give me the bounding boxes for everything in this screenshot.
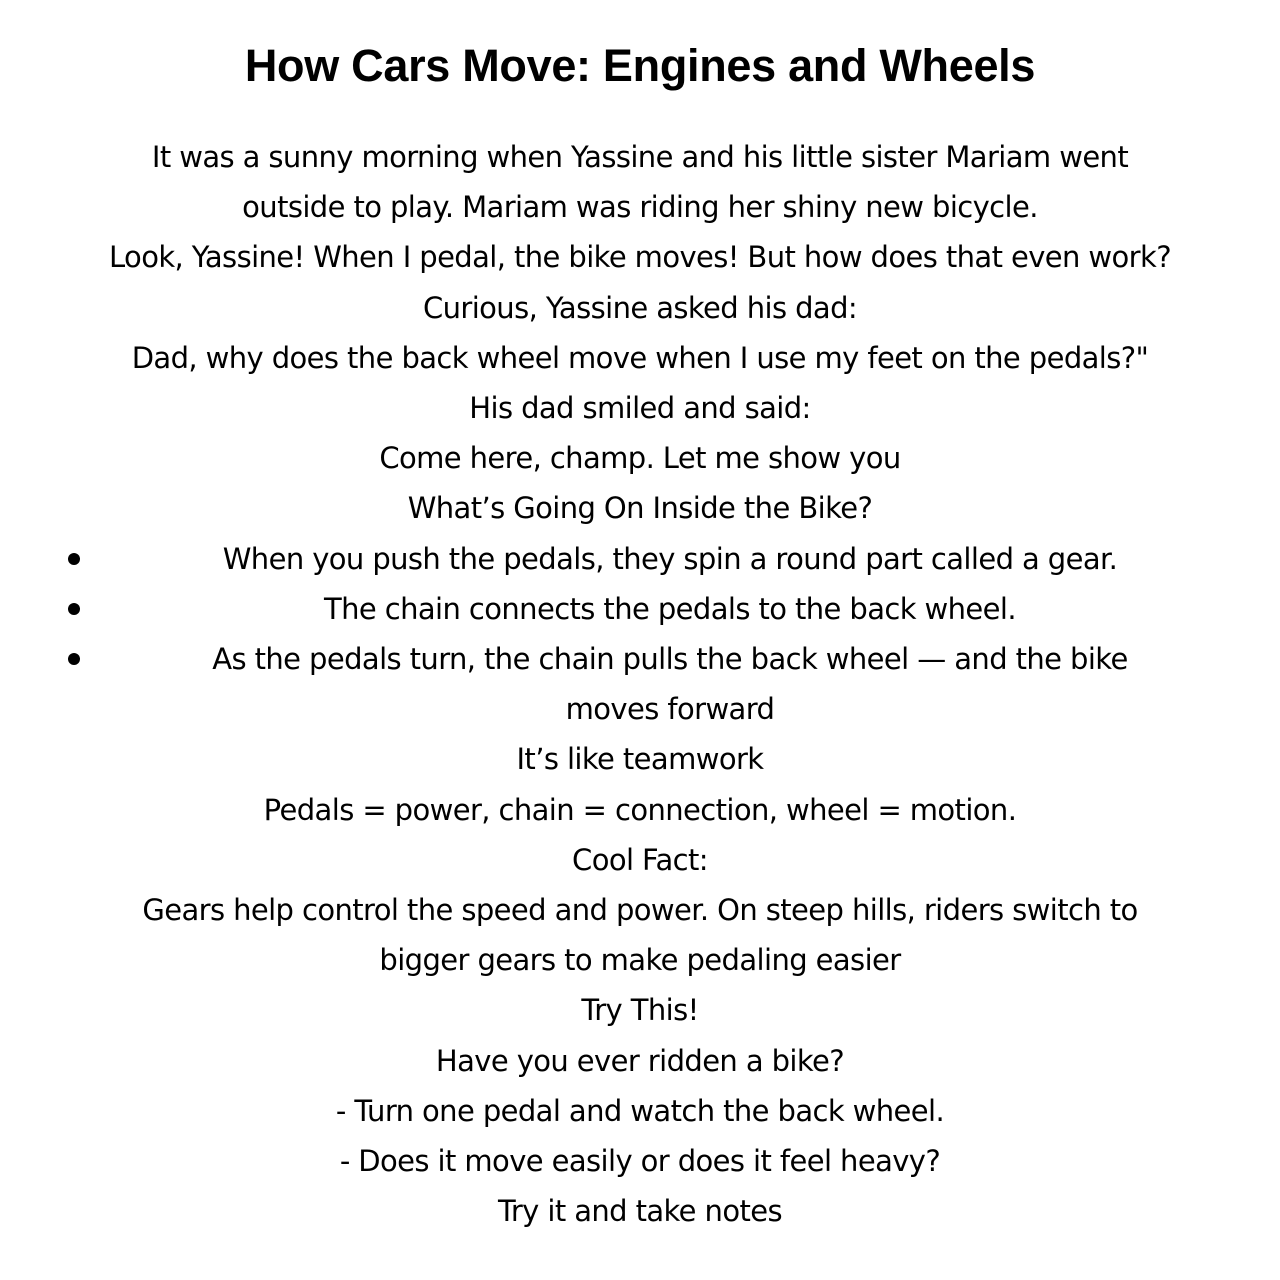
bullet-icon	[68, 653, 80, 665]
dad-reply: Come here, champ. Let me show you	[379, 441, 901, 476]
bullet-item-gear	[0, 534, 1280, 584]
bullet-icon	[68, 603, 80, 615]
try-this-closing: Try it and take notes	[498, 1194, 782, 1229]
teamwork-heading: It’s like teamwork	[516, 742, 764, 777]
section-heading-inside-bike: What’s Going On Inside the Bike?	[407, 491, 873, 526]
cool-fact-line-1: Gears help control the speed and power. On steep hills, riders switch to	[142, 893, 1138, 928]
cool-fact-line-2: bigger gears to make pedaling easier	[379, 943, 901, 978]
page-title: How Cars Move: Engines and Wheels	[244, 40, 1036, 91]
try-this-step-1: - Turn one pedal and watch the back wheel.	[335, 1093, 945, 1128]
intro-line-1: It was a sunny morning when Yassine and his little sister Mariam went	[151, 140, 1129, 174]
bullet-item-motion	[0, 634, 1280, 734]
bullet-text-line-2: moves forward	[565, 692, 775, 727]
bullet-text: The chain connects the pedals to the back wheel.	[324, 591, 1016, 626]
teamwork-summary: Pedals = power, chain = connection, wheel = motion.	[263, 792, 1017, 827]
try-this-heading: Try This!	[581, 993, 699, 1028]
intro-line-2: outside to play. Mariam was riding her shiny new bicycle.	[242, 190, 1038, 225]
narration-curious: Curious, Yassine asked his dad:	[422, 290, 858, 325]
cool-fact-heading: Cool Fact:	[572, 842, 708, 877]
document-body	[0, 132, 1280, 1236]
mariam-quote: Look, Yassine! When I pedal, the bike moves! But how does that even work?	[109, 240, 1171, 275]
yassine-question: Dad, why does the back wheel move when I use my feet on the pedals?"	[131, 340, 1149, 375]
bullet-item-chain	[0, 584, 1280, 634]
try-this-step-2: - Does it move easily or does it feel heavy?	[339, 1144, 941, 1179]
bullet-icon	[68, 553, 80, 565]
bullet-text: When you push the pedals, they spin a round part called a gear.	[222, 541, 1118, 576]
try-this-question: Have you ever ridden a bike?	[435, 1043, 845, 1078]
narration-dad-smiled: His dad smiled and said:	[469, 391, 811, 426]
bullet-text-line-1: As the pedals turn, the chain pulls the back wheel — and the bike	[212, 642, 1128, 677]
